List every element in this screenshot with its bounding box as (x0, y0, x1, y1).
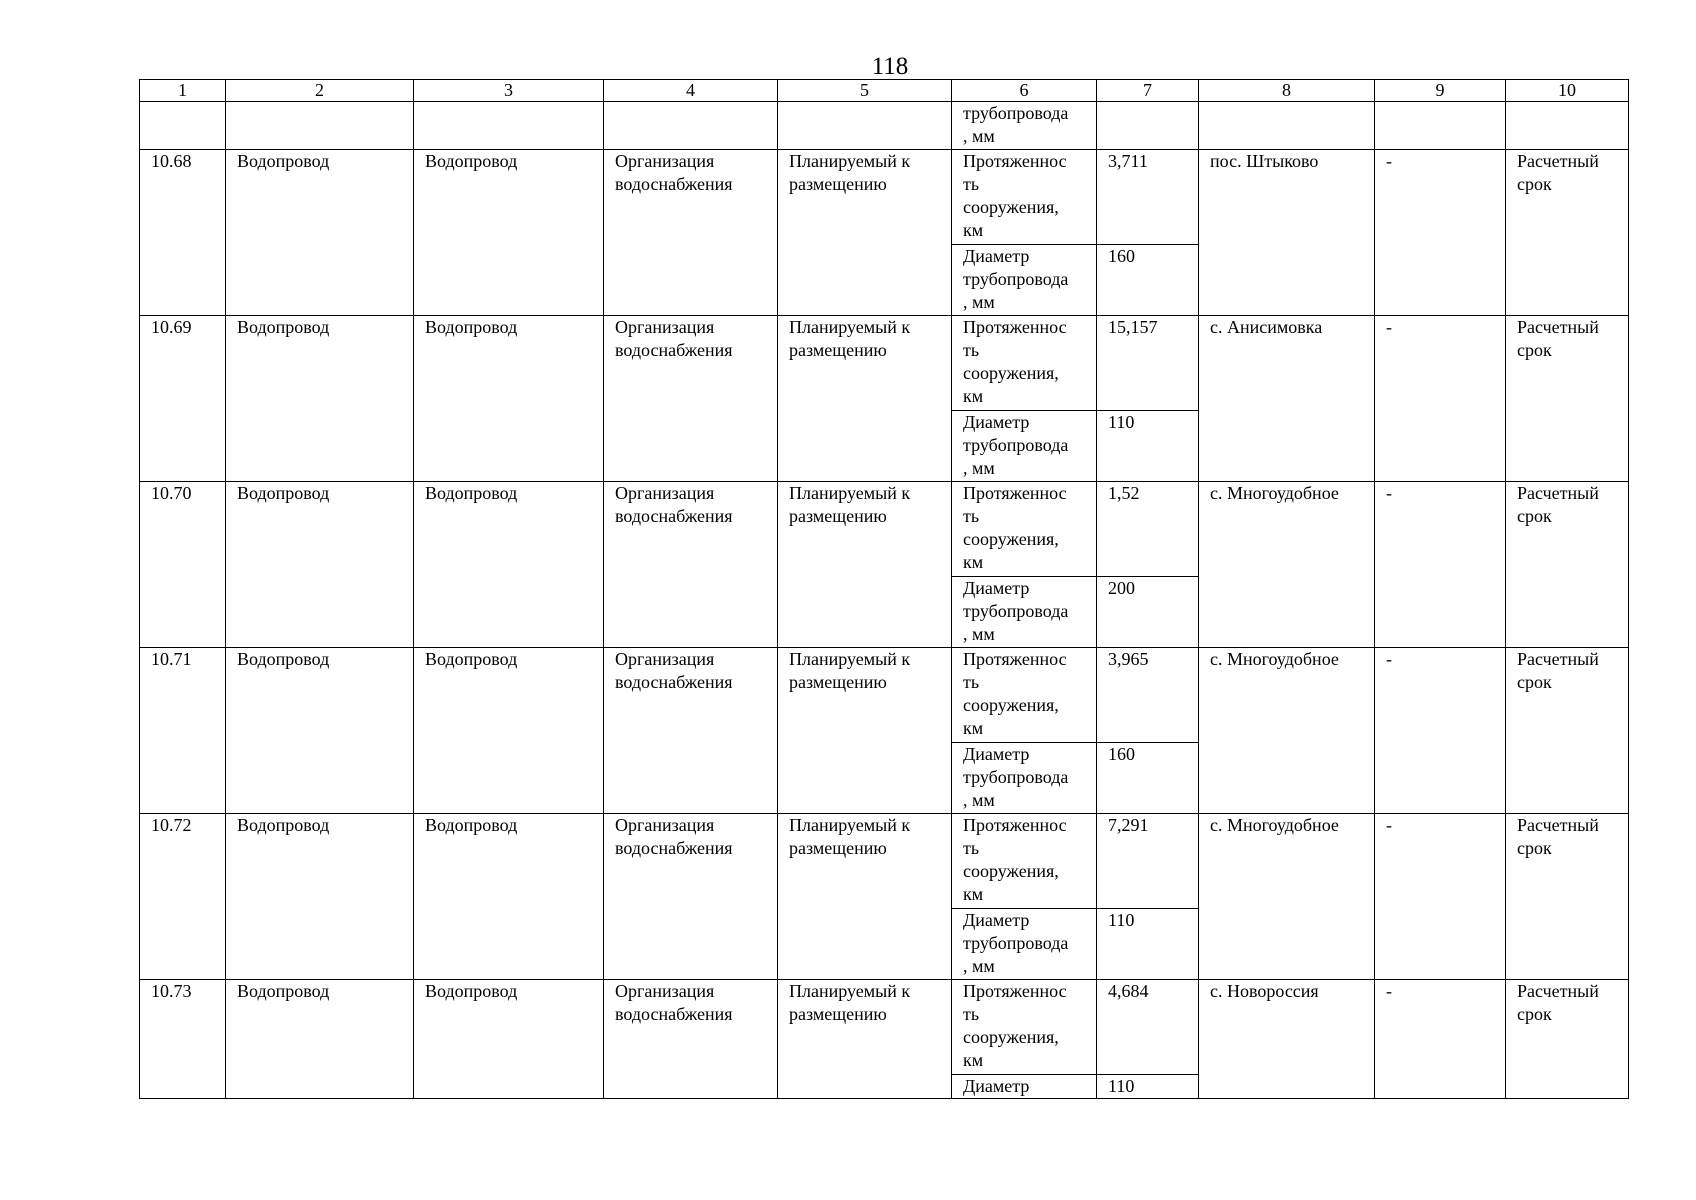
location-cell: с. Многоудобное (1199, 482, 1375, 648)
purpose-cell: Организация водоснабжения (604, 316, 778, 482)
location-cell: с. Новороссия (1199, 980, 1375, 1099)
term-cell: Расчетный срок (1506, 648, 1629, 814)
object-type-cell: Водопровод (414, 814, 604, 980)
term-cell: Расчетный срок (1506, 980, 1629, 1099)
purpose-cell: Организация водоснабжения (604, 648, 778, 814)
row-number-cell: 10.73 (140, 980, 226, 1099)
status-cell: Планируемый к размещению (778, 814, 952, 980)
value-cell: 110 (1097, 909, 1199, 980)
status-cell: Планируемый к размещению (778, 980, 952, 1099)
empty-cell (1199, 102, 1375, 150)
column-number: 6 (952, 80, 1097, 102)
row-number-cell: 10.71 (140, 648, 226, 814)
param-cell: Диаметр трубопровода , мм (952, 909, 1097, 980)
param-cell: трубопровода , мм (952, 102, 1097, 150)
col9-cell: - (1375, 814, 1506, 980)
value-cell: 3,965 (1097, 648, 1199, 743)
purpose-cell: Организация водоснабжения (604, 482, 778, 648)
page-number: 118 (871, 53, 909, 80)
table-row (140, 648, 1629, 743)
empty-cell (604, 102, 778, 150)
object-name-cell: Водопровод (226, 482, 414, 648)
purpose-cell: Организация водоснабжения (604, 980, 778, 1099)
value-cell: 4,684 (1097, 980, 1199, 1075)
param-cell: Диаметр трубопровода , мм (952, 411, 1097, 482)
infrastructure-table (139, 79, 1629, 1099)
param-cell: Протяженнос ть сооружения, км (952, 482, 1097, 577)
status-cell: Планируемый к размещению (778, 150, 952, 316)
location-cell: с. Многоудобное (1199, 648, 1375, 814)
value-cell: 1,52 (1097, 482, 1199, 577)
object-type-cell: Водопровод (414, 316, 604, 482)
column-number: 2 (226, 80, 414, 102)
term-cell: Расчетный срок (1506, 482, 1629, 648)
column-number: 10 (1506, 80, 1629, 102)
value-cell: 110 (1097, 1075, 1199, 1099)
value-cell: 160 (1097, 245, 1199, 316)
empty-cell (1097, 102, 1199, 150)
row-number-cell: 10.68 (140, 150, 226, 316)
column-number: 8 (1199, 80, 1375, 102)
location-cell: с. Многоудобное (1199, 814, 1375, 980)
column-number-header (140, 80, 1629, 102)
param-cell: Протяженнос ть сооружения, км (952, 316, 1097, 411)
empty-cell (778, 102, 952, 150)
table-row (140, 980, 1629, 1075)
empty-cell (1506, 102, 1629, 150)
col9-cell: - (1375, 648, 1506, 814)
col9-cell: - (1375, 316, 1506, 482)
param-cell: Протяженнос ть сооружения, км (952, 814, 1097, 909)
table-row (140, 150, 1629, 245)
object-type-cell: Водопровод (414, 980, 604, 1099)
term-cell: Расчетный срок (1506, 814, 1629, 980)
param-cell: Диаметр трубопровода , мм (952, 577, 1097, 648)
param-cell: Протяженнос ть сооружения, км (952, 648, 1097, 743)
column-number: 9 (1375, 80, 1506, 102)
table-row (140, 814, 1629, 909)
object-name-cell: Водопровод (226, 150, 414, 316)
value-cell: 7,291 (1097, 814, 1199, 909)
location-cell: пос. Штыково (1199, 150, 1375, 316)
object-type-cell: Водопровод (414, 482, 604, 648)
object-name-cell: Водопровод (226, 648, 414, 814)
value-cell: 160 (1097, 743, 1199, 814)
status-cell: Планируемый к размещению (778, 648, 952, 814)
empty-cell (226, 102, 414, 150)
object-name-cell: Водопровод (226, 316, 414, 482)
param-cell: Диаметр трубопровода , мм (952, 743, 1097, 814)
col9-cell: - (1375, 150, 1506, 316)
empty-cell (414, 102, 604, 150)
status-cell: Планируемый к размещению (778, 316, 952, 482)
object-name-cell: Водопровод (226, 980, 414, 1099)
column-number: 5 (778, 80, 952, 102)
empty-cell (1375, 102, 1506, 150)
object-type-cell: Водопровод (414, 648, 604, 814)
row-number-cell: 10.69 (140, 316, 226, 482)
column-number: 1 (140, 80, 226, 102)
param-cell: Протяженнос ть сооружения, км (952, 150, 1097, 245)
value-cell: 110 (1097, 411, 1199, 482)
col9-cell: - (1375, 482, 1506, 648)
value-cell: 3,711 (1097, 150, 1199, 245)
location-cell: с. Анисимовка (1199, 316, 1375, 482)
param-cell: Протяженнос ть сооружения, км (952, 980, 1097, 1075)
param-cell: Диаметр (952, 1075, 1097, 1099)
param-cell: Диаметр трубопровода , мм (952, 245, 1097, 316)
column-number: 7 (1097, 80, 1199, 102)
term-cell: Расчетный срок (1506, 316, 1629, 482)
purpose-cell: Организация водоснабжения (604, 150, 778, 316)
object-name-cell: Водопровод (226, 814, 414, 980)
column-number: 3 (414, 80, 604, 102)
value-cell: 200 (1097, 577, 1199, 648)
object-type-cell: Водопровод (414, 150, 604, 316)
table-row (140, 482, 1629, 577)
status-cell: Планируемый к размещению (778, 482, 952, 648)
purpose-cell: Организация водоснабжения (604, 814, 778, 980)
row-number-cell: 10.70 (140, 482, 226, 648)
continuation-row (140, 102, 1629, 150)
value-cell: 15,157 (1097, 316, 1199, 411)
empty-cell (140, 102, 226, 150)
table-row (140, 316, 1629, 411)
row-number-cell: 10.72 (140, 814, 226, 980)
term-cell: Расчетный срок (1506, 150, 1629, 316)
column-number: 4 (604, 80, 778, 102)
col9-cell: - (1375, 980, 1506, 1099)
